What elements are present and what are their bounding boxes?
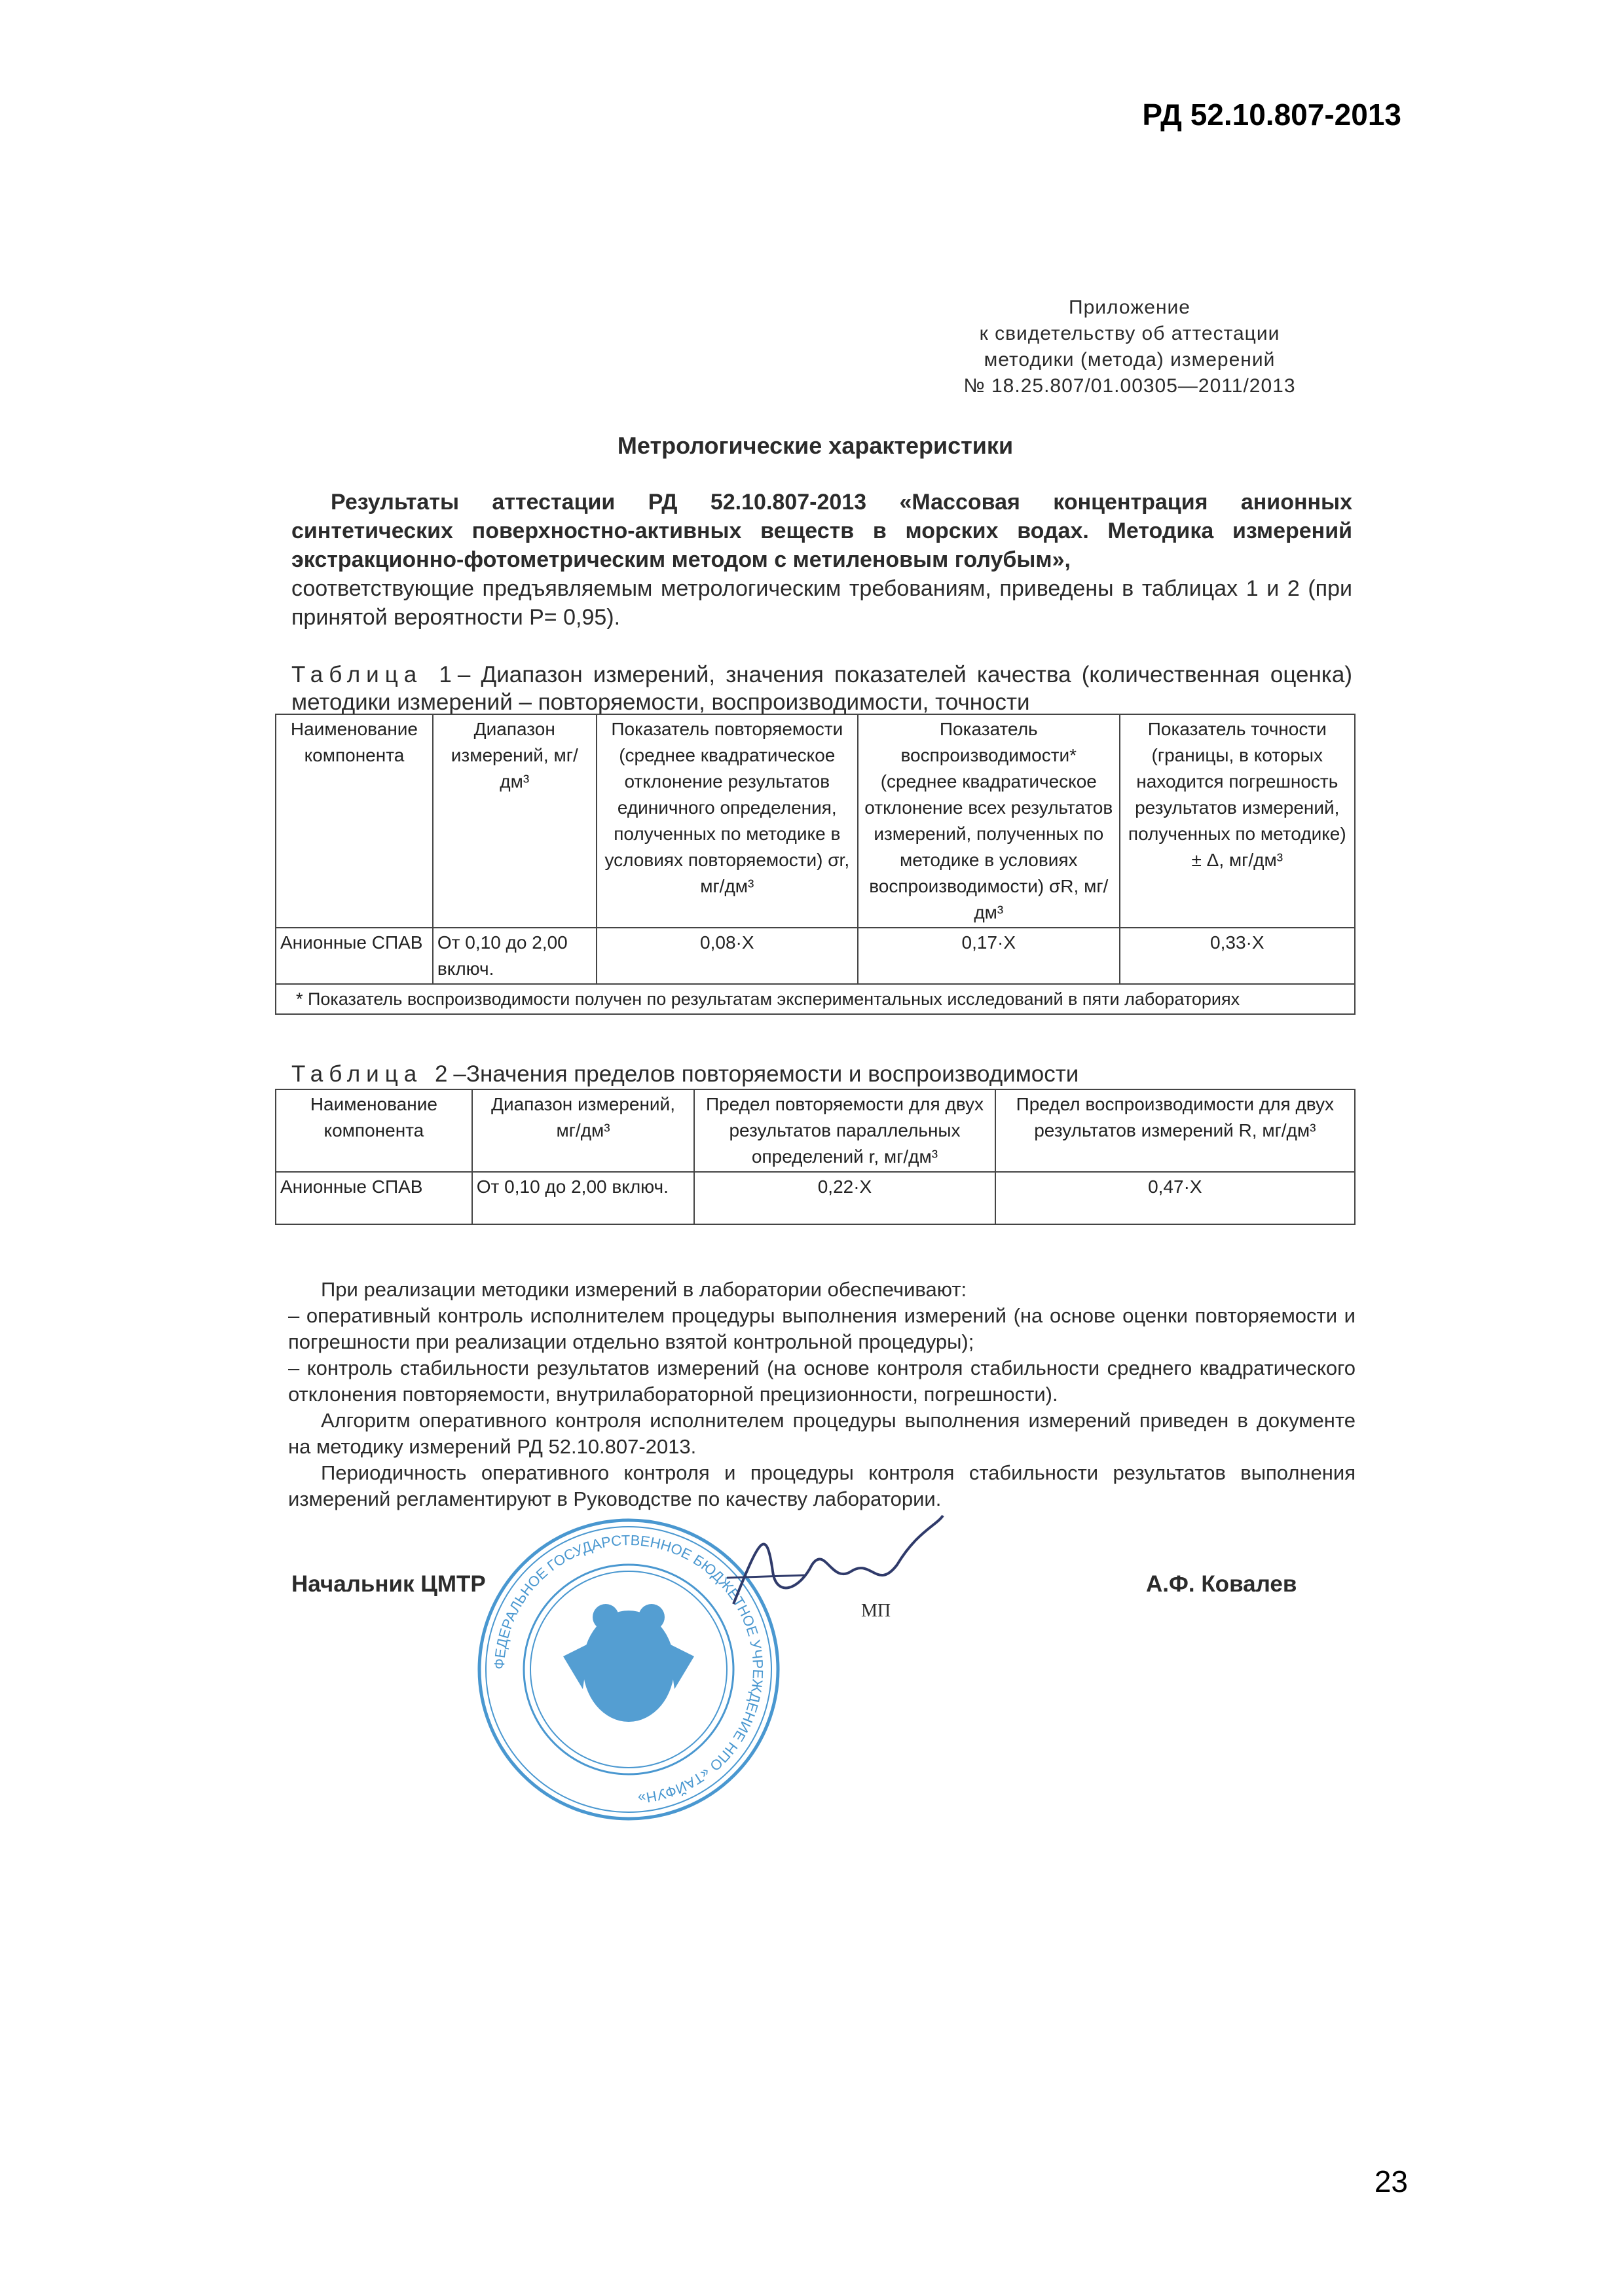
table2-cell: 0,47·X: [995, 1172, 1355, 1224]
body-paragraph: При реализации методики измерений в лаборатории обеспечивают:: [321, 1278, 967, 1301]
body-paragraph: – оперативный контроль исполнителем процедуры выполнения измерений (на основе оценки повторяемости и погрешности при реализации отдельно взятой контрольной процедуры);: [288, 1304, 1356, 1353]
table1-cell: 0,17·X: [858, 928, 1120, 984]
table2: [275, 1089, 1356, 1225]
appendix-line: Приложение: [1069, 297, 1190, 318]
table2-header-cell: Предел воспроизводимости для двух результатов измерений R, мг/дм³: [995, 1089, 1355, 1172]
appendix-block: [943, 295, 1316, 399]
table1: [275, 714, 1356, 1015]
table2-cell: От 0,10 до 2,00 включ.: [472, 1172, 695, 1224]
results-paragraph: [291, 488, 1352, 632]
page-number: 23: [1374, 2164, 1408, 2198]
table1-caption: [291, 661, 1352, 716]
table2-header-cell: Диапазон измерений, мг/дм³: [472, 1089, 695, 1172]
stamp-text: ФЕДЕРАЛЬНОЕ ГОСУДАРСТВЕННОЕ БЮДЖЕТНОЕ УЧРЕЖДЕНИЕ НПО «ТАЙФУН»: [490, 1531, 767, 1807]
section-heading: Метрологические характеристики: [617, 432, 1014, 459]
table1-header-cell: Показатель повторяемости (среднее квадратическое отклонение результатов единичного определения, полученных по методике в условиях повторяемости) σr, мг/дм³: [597, 714, 858, 928]
table2-header-cell: Наименование компонента: [276, 1089, 472, 1172]
table1-header-cell: Диапазон измерений, мг/дм³: [433, 714, 597, 928]
eagle-emblem-icon: [563, 1604, 694, 1722]
table1-caption-label: Таблица 1: [291, 662, 458, 687]
table2-caption: [291, 1061, 1352, 1088]
document-number: РД 52.10.807-2013: [1142, 98, 1401, 132]
table1-cell: От 0,10 до 2,00 включ.: [433, 928, 597, 984]
table1-header-cell: Показатель воспроизводимости* (среднее квадратическое отклонение всех результатов измерений, полученных по методике в условиях воспроизводимости) σR, мг/дм³: [858, 714, 1120, 928]
table1-row: [276, 928, 1355, 984]
body-paragraph: Алгоритм оперативного контроля исполнителем процедуры выполнения измерений приведен в документе на методику измерений РД 52.10.807-2013.: [288, 1409, 1356, 1458]
table1-header-cell: Показатель точности (границы, в которых находится погрешность результатов измерений, полученных по методике) ± Δ, мг/дм³: [1120, 714, 1355, 928]
table2-caption-text: –Значения пределов повторяемости и воспроизводимости: [453, 1061, 1079, 1087]
body-paragraph: Периодичность оперативного контроля и процедуры контроля стабильности результатов выполнения измерений регламентируют в Руководстве по качеству лаборатории.: [288, 1461, 1356, 1510]
table1-cell: Анионные СПАВ: [276, 928, 433, 984]
appendix-line: к свидетельству об аттестации: [979, 323, 1280, 344]
appendix-line: методики (метода) измерений: [984, 349, 1276, 371]
body-text: [288, 1277, 1356, 1512]
table1-footnote-row: [276, 984, 1355, 1014]
appendix-line: № 18.25.807/01.00305—2011/2013: [963, 375, 1296, 397]
signatory-name: А.Ф. Ковалев: [1146, 1571, 1297, 1597]
signatory-title: Начальник ЦМТР: [291, 1571, 486, 1597]
results-rest: соответствующие предъявляемым метрологическим требованиям, приведены в таблицах 1 и 2 (при принятой вероятности P= 0,95).: [291, 576, 1352, 630]
table2-row: [276, 1172, 1355, 1224]
table2-header-row: [276, 1089, 1355, 1172]
table1-header-cell: Наименование компонента: [276, 714, 433, 928]
table1-caption-text: – Диапазон измерений, значения показателей качества (количественная оценка) методики измерений – повторяемости, воспроизводимости, точности: [291, 662, 1353, 715]
stamp-place-label: МП: [861, 1601, 891, 1621]
table1-header-row: [276, 714, 1355, 928]
table2-cell: 0,22·X: [694, 1172, 995, 1224]
handwritten-signature: [720, 1512, 956, 1630]
table2-cell: Анионные СПАВ: [276, 1172, 472, 1224]
table2-caption-label: Таблица 2: [291, 1061, 454, 1087]
table1-cell: 0,33·X: [1120, 928, 1355, 984]
table2-header-cell: Предел повторяемости для двух результатов параллельных определений r, мг/дм³: [694, 1089, 995, 1172]
body-paragraph: – контроль стабильности результатов измерений (на основе контроля стабильности среднего квадратического отклонения повторяемости, внутрилабораторной прецизионности, погрешности).: [288, 1357, 1356, 1406]
results-lead: Результаты аттестации РД 52.10.807-2013 «Массовая концентрация анионных синтетических поверхностно-активных веществ в морских водах. Методика измерений экстракционно-фотометрическим методом с метиленовым голубым»,: [291, 490, 1352, 572]
table1-footnote: * Показатель воспроизводимости получен по результатам экспериментальных исследований в пяти лабораториях: [276, 984, 1355, 1014]
table1-cell: 0,08·X: [597, 928, 858, 984]
